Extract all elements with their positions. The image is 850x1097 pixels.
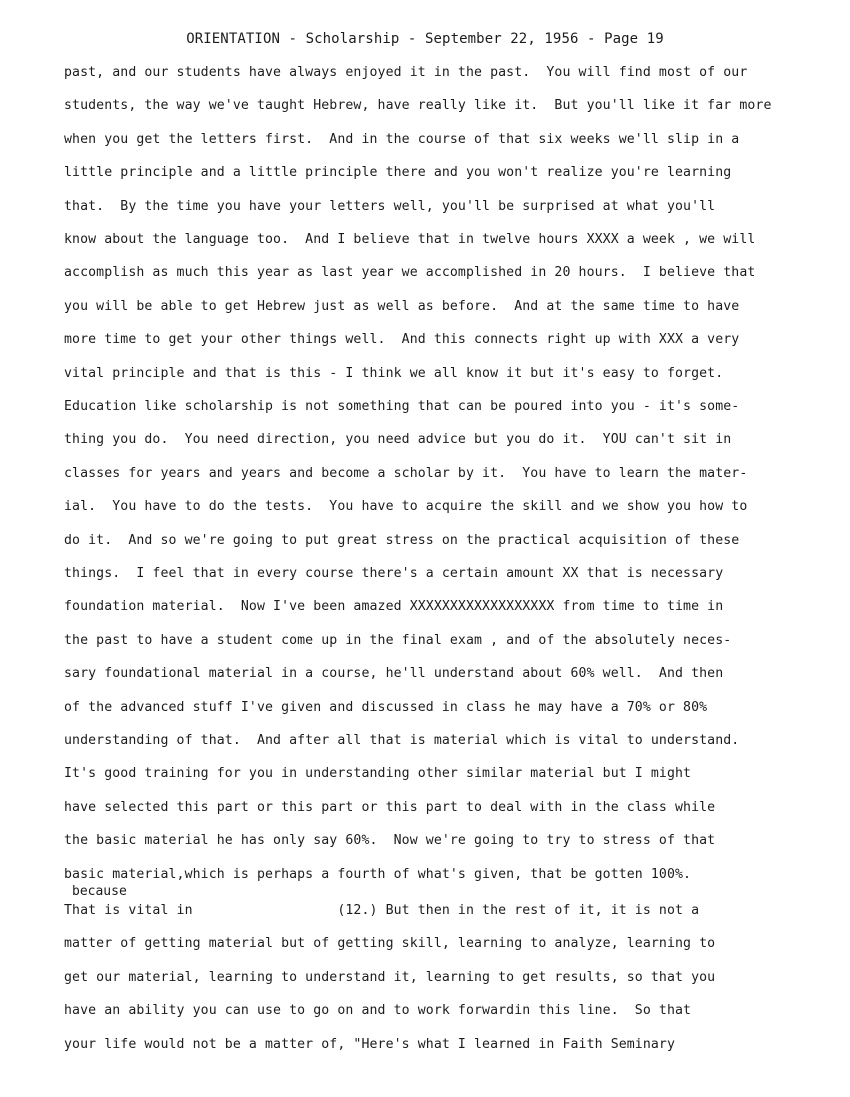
text-line: things. I feel that in every course there's a certain amount XX that is necessary — [64, 566, 724, 581]
text-line: basic material,which is perhaps a fourth of what's given, that be gotten 100%. — [64, 866, 692, 882]
text-line: classes for years and years and become a scholar by it. You have to learn the mater- — [64, 465, 748, 481]
text-line: accomplish as much this year as last year we accomplished in 20 hours. I believe that — [64, 265, 756, 281]
text-line: your life would not be a matter of, "Here's what I learned in Faith Seminary — [64, 1036, 676, 1052]
text-line: It's good training for you in understanding other similar material but I might — [64, 766, 692, 782]
text-line: ial. You have to do the tests. You have to acquire the skill and we show you how to — [64, 499, 748, 515]
text-line: you will be able to get Hebrew just as well as before. And at the same time to have — [64, 298, 740, 314]
text-line: more time to get your other things well. And this connects right up with XXX a very — [64, 332, 740, 348]
text-line: sary foundational material in a course, he'll understand about 60% well. And then — [64, 666, 724, 682]
text-line: little principle and a little principle there and you won't realize you're learning — [64, 165, 732, 181]
text-line: Education like scholarship is not something that can be poured into you - it's some- — [64, 399, 740, 414]
text-line: understanding of that. And after all that is material which is vital to understand. — [64, 733, 740, 748]
text-line: that. By the time you have your letters well, you'll be surprised at what you'll — [64, 198, 716, 214]
text-line: have an ability you can use to go on and to work forwardin this line. So that — [64, 1003, 692, 1019]
page-header: ORIENTATION - Scholarship - September 22, 1956 - Page 19 — [186, 31, 664, 47]
text-line: the basic material he has only say 60%. Now we're going to try to stress of that — [64, 833, 716, 849]
text-line: foundation material. Now I've been amazed XXXXXXXXXXXXXXXXXX from time to time in — [64, 599, 724, 615]
text-line: get our material, learning to understand it, learning to get results, so that you — [64, 969, 716, 985]
text-line: vital principle and that is this - I think we all know it but it's easy to forget. — [64, 365, 724, 381]
text-line: know about the language too. And I believe that in twelve hours XXXX a week , we will — [64, 232, 756, 247]
text-line: matter of getting material but of getting skill, learning to analyze, learning to — [64, 936, 716, 952]
text-line: of the advanced stuff I've given and discussed in class he may have a 70% or 80% — [64, 699, 708, 715]
text-line: have selected this part or this part or this part to deal with in the class while — [64, 799, 716, 815]
text-line: the past to have a student come up in the final exam , and of the absolutely neces- — [64, 632, 732, 648]
text-line: students, the way we've taught Hebrew, have really like it. But you'll like it far more — [64, 98, 772, 114]
text-line: do it. And so we're going to put great stress on the practical acquisition of these — [64, 532, 740, 548]
text-line: That is vital in (12.) But then in the rest of it, it is not a — [64, 903, 700, 918]
text-line: when you get the letters first. And in the course of that six weeks we'll slip in a — [64, 131, 740, 147]
text-line: thing you do. You need direction, you need advice but you do it. YOU can't sit in — [64, 432, 732, 448]
text-line: past, and our students have always enjoyed it in the past. You will find most of our — [64, 65, 748, 80]
interlinear-note: because — [72, 884, 127, 899]
